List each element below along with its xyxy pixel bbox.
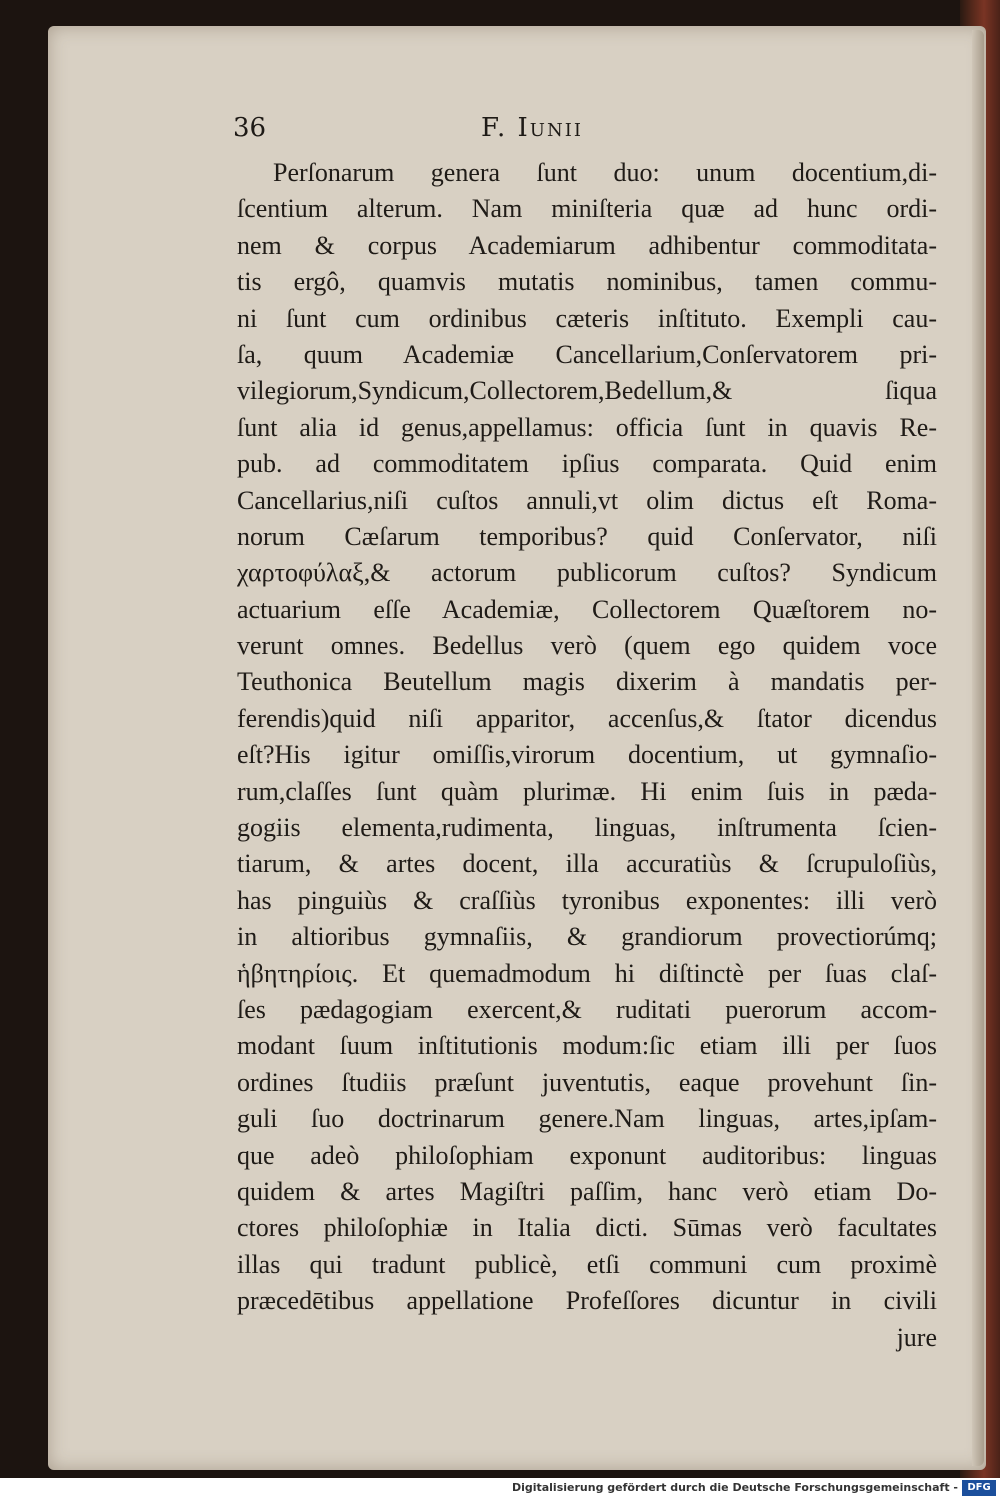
text-line: ctores philoſophiæ in Italia dicti. Sūmas verò facultates — [237, 1213, 937, 1243]
text-line: rum,claſſes ſunt quàm plurimæ. Hi enim ſuis in pæda- — [237, 776, 937, 806]
text-line: in altioribus gymnaſiis, & grandiorum provectiorúmq; — [237, 922, 937, 952]
funding-notice: Digitalisierung gefördert durch die Deutsche Forschungsgemeinschaft - — [511, 1481, 958, 1494]
text-line: nem & corpus Academiarum adhibentur commoditata- — [237, 230, 937, 260]
text-line: has pinguiùs & craſſiùs tyronibus exponentes: illi verò — [237, 885, 937, 915]
page-number: 36 — [233, 113, 267, 143]
text-line: ferendis)quid niſi apparitor, accenſus,& ſtator dicendus — [237, 703, 937, 733]
page-header — [233, 113, 683, 153]
text-line: eſt?His igitur omiſſis,virorum docentium, ut gymnaſio- — [237, 740, 937, 770]
dfg-logo-icon[interactable]: DFG — [962, 1480, 996, 1496]
footer-bar — [0, 1478, 1000, 1499]
running-head: F. Iunii — [481, 113, 583, 143]
catchword: jure — [896, 1322, 937, 1352]
text-line: illas qui tradunt publicè, etſi communi cum proximè — [237, 1249, 937, 1279]
text-line: ſcentium alterum. Nam miniſteria quæ ad hunc ordi- — [237, 194, 937, 224]
text-line: Teuthonica Beutellum magis dixerim à mandatis per- — [237, 667, 937, 697]
text-line: quidem & artes Magiſtri paſſim, hanc verò etiam Do- — [237, 1176, 937, 1206]
text-line: tis ergô, quamvis mutatis nominibus, tamen commu- — [237, 267, 937, 297]
page-edge — [972, 30, 984, 1466]
text-line: Perſonarum genera ſunt duo: unum docentium,di- — [273, 158, 937, 187]
text-line: norum Cæſarum temporibus? quid Conſervator, niſi — [237, 521, 937, 551]
text-line: ſes pædagogiam exercent,& ruditati puerorum accom- — [237, 994, 937, 1024]
text-line: ἡβητηρίοις. Et quemadmodum hi diſtinctè per ſuas claſ- — [237, 958, 937, 988]
body-text — [237, 155, 937, 1356]
text-line: χαρτοφύλαξ,& actorum publicorum cuſtos? Syndicum — [237, 558, 937, 588]
text-line: pub. ad commoditatem ipſius comparata. Quid enim — [237, 449, 937, 479]
text-line: ordines ſtudiis præſunt juventutis, eaque provehunt ſin- — [237, 1067, 937, 1097]
text-line: vilegiorum,Syndicum,Collectorem,Bedellum,& ſiqua — [237, 376, 937, 406]
text-line: actuarium eſſe Academiæ, Collectorem Quæſtorem no- — [237, 594, 937, 624]
text-line: ſa, quum Academiæ Cancellarium,Conſervatorem pri- — [237, 339, 937, 369]
text-line: Cancellarius,niſi cuſtos annuli,vt olim dictus eſt Roma- — [237, 485, 937, 515]
text-line: guli ſuo doctrinarum genere.Nam linguas, artes,ipſam- — [237, 1104, 937, 1134]
text-line: tiarum, & artes docent, illa accuratiùs & ſcrupuloſiùs, — [237, 849, 937, 879]
text-line: modant ſuum inſtitutionis modum:ſic etiam illi per ſuos — [237, 1031, 937, 1061]
text-line: verunt omnes. Bedellus verò (quem ego quidem voce — [237, 631, 937, 661]
text-line: que adeò philoſophiam exponunt auditoribus: linguas — [237, 1140, 937, 1170]
text-line: ni ſunt cum ordinibus cæteris inſtituto. Exempli cau- — [237, 303, 937, 333]
text-line: gogiis elementa,rudimenta, linguas, inſtrumenta ſcien- — [237, 813, 937, 843]
text-line: præcedētibus appellatione Profeſſores dicuntur in civili — [237, 1286, 937, 1316]
text-line: ſunt alia id genus,appellamus: officia ſunt in quavis Re- — [237, 412, 937, 442]
